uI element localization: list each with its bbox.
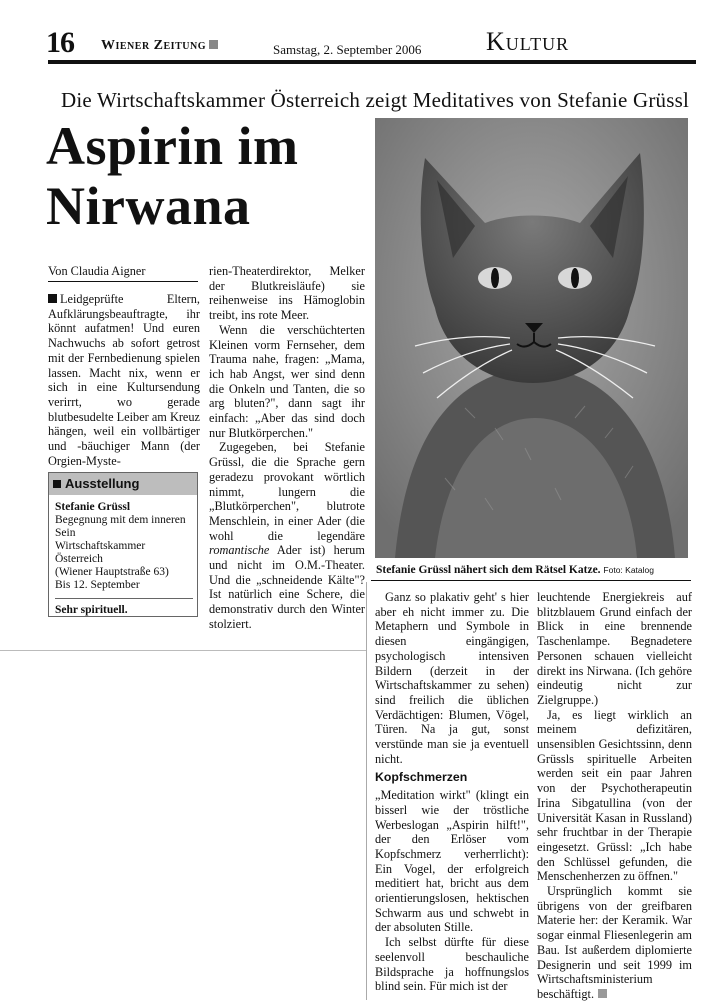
exhibition-infobox (48, 472, 198, 617)
infobox-title: Ausstellung (65, 476, 140, 491)
paragraph-text: Leidgeprüfte Eltern, Aufklärungsbeauftragte, ihr könnt aufatmen! Und euren Nachwuchs ab sofort getrost mit der Fernbedienung spielen lassen. Macht nix, wenn er sich in eine Kultursendung verirrt, wo gerade blutbesudelte Leiber am Kreuz hängen, weil ein vollbärtiger und -bäuchiger Mann (der Orgien-Myste- (48, 292, 200, 468)
section-title: Kultur (486, 27, 570, 56)
square-bullet-icon (48, 294, 57, 303)
caption-rule (371, 580, 691, 581)
infobox-artist: Stefanie Grüssl (55, 501, 131, 513)
newspaper-name (101, 38, 218, 54)
page-fold-line (0, 650, 366, 651)
column-divider (366, 582, 367, 1000)
infobox-line: Begegnung mit dem inneren Sein (55, 514, 186, 539)
infobox-line: Wirtschaftskammer Österreich (55, 540, 146, 565)
infobox-line: Bis 12. September (55, 579, 140, 591)
paragraph (209, 440, 365, 631)
headline-line-2: Nirwana (46, 176, 251, 236)
article-headline (46, 116, 299, 236)
end-mark-icon (598, 989, 607, 998)
square-bullet-icon (209, 40, 218, 49)
square-bullet-icon (53, 480, 61, 488)
byline-rule (48, 281, 198, 282)
paragraph: rien-Theaterdirektor, Melker der Blutkreisläufe) sie reihenweise ins Hämoglobin treibt, ins rote Meer. (209, 264, 365, 323)
paragraph: Wenn die verschüchterten Kleinen vorm Fernseher, dem Trauma nahe, fragen: „Mama, ich hab Angst, wer sind denn die Onkeln und Tanten, die so arg bluten?", dann sagt ihr einfach: „Aber das sind doch nur Blutkörperchen." (209, 322, 365, 440)
article-kicker: Die Wirtschaftskammer Österreich zeigt Meditatives von Stefanie Grüssl (61, 88, 690, 112)
paragraph-text: Ader ist) herum und nicht im O.M.-Theater. Und die „schneidende Kälte"? Ist natürlich eine Schere, die demonstrativ durch den Winter stolziert. (209, 543, 365, 631)
headline-line-1: Aspirin im (46, 116, 299, 176)
article-column-1 (48, 292, 200, 468)
paragraph (537, 884, 692, 1002)
cat-painting-photo (375, 118, 688, 558)
article-column-2 (209, 264, 365, 632)
photo-credit: Foto: Katalog (603, 565, 654, 575)
subheading: Kopfschmerzen (375, 770, 468, 785)
italic-word: romantische (209, 543, 270, 558)
paragraph-text: Ursprünglich kommt sie übrigens von der greifbaren Materie her: der Keramik. War sogar einmal Fliesenlegerin am Bau. Ist außerdem diplomierte Designerin und seit 1999 im Wirtschaftsministerium beschäftigt. (537, 884, 692, 1001)
cat-painting-icon (375, 118, 688, 558)
issue-date: Samstag, 2. September 2006 (273, 42, 422, 57)
paragraph: Ganz so plakativ geht' s hier aber eh nicht immer zu. Die Metaphern und Symbole in diesen eingängigen, psychologisch intensiven Bildern (derzeit in der Wirtschaftskammer zu sehen) sind freilich die üblichen Verdächtigen: Blumen, Vögel, Türen. Na ja gut, sonst verstünde man sie ja eventuell nicht. (375, 590, 529, 766)
newspaper-name-text: Wiener Zeitung (101, 38, 206, 53)
caption-text: Stefanie Grüssl nähert sich dem Rätsel Katze. (376, 564, 601, 576)
infobox-divider (55, 598, 193, 599)
paragraph (48, 292, 200, 468)
paragraph: Ich selbst dürfte für diese seelenvoll beschauliche Bildsprache ja hoffnungslos blind sein. Für mich ist der (375, 935, 529, 994)
infobox-header (49, 473, 197, 495)
paragraph: leuchtende Energiekreis auf blitzblauem Grund einfach der Blick in eine brennende Taschenlampe. Begnadetere Personen schauen vielleicht direkt ins Nirwana. (Ich gehöre eindeutig nicht zur Zielgruppe.) (537, 590, 692, 707)
photo-caption (376, 564, 654, 576)
paragraph: „Meditation wirkt" (klingt ein bisserl wie der tröstliche Werbeslogan „Aspirin hilft!", der den Erlöser vom Kopfschmerz verherrlicht): Ein Vogel, der erfolgreich meditiert hat, bricht aus dem orientierungslosen, hektischen Schwarm aus und schwebt in der absoluten Stille. (375, 788, 529, 935)
article-column-3 (375, 590, 529, 994)
byline: Von Claudia Aigner (48, 264, 146, 278)
masthead-rule (48, 60, 696, 64)
paragraph-text: Zugegeben, bei Stefanie Grüssl, die die Sprache gern geradezu provokant wörtlich nimmt, lungern die „Blutkörperchen", blutrote Menschlein, in einer Ader (die wohl die legendäre (209, 440, 365, 543)
infobox-body (49, 495, 197, 617)
infobox-verdict: Sehr spirituell. (55, 604, 128, 616)
article-column-4 (537, 590, 692, 1002)
paragraph: Ja, es liegt wirklich an meinem defizitären, unsensiblen Gesichtssinn, denn Grüssls spirituelle Arbeiten werden seit ein paar Jahren von der Psychotherapeutin Irina Sibgatullina (von der Universität Kasan in Russland) sehr fruchtbar in der Therapie eingesetzt. Grüssl: „Ich habe den Schlüssel gefunden, die Menschenherzen zu öffnen." (537, 707, 692, 884)
infobox-line: (Wiener Hauptstraße 63) (55, 566, 169, 578)
page-number: 16 (46, 26, 74, 59)
